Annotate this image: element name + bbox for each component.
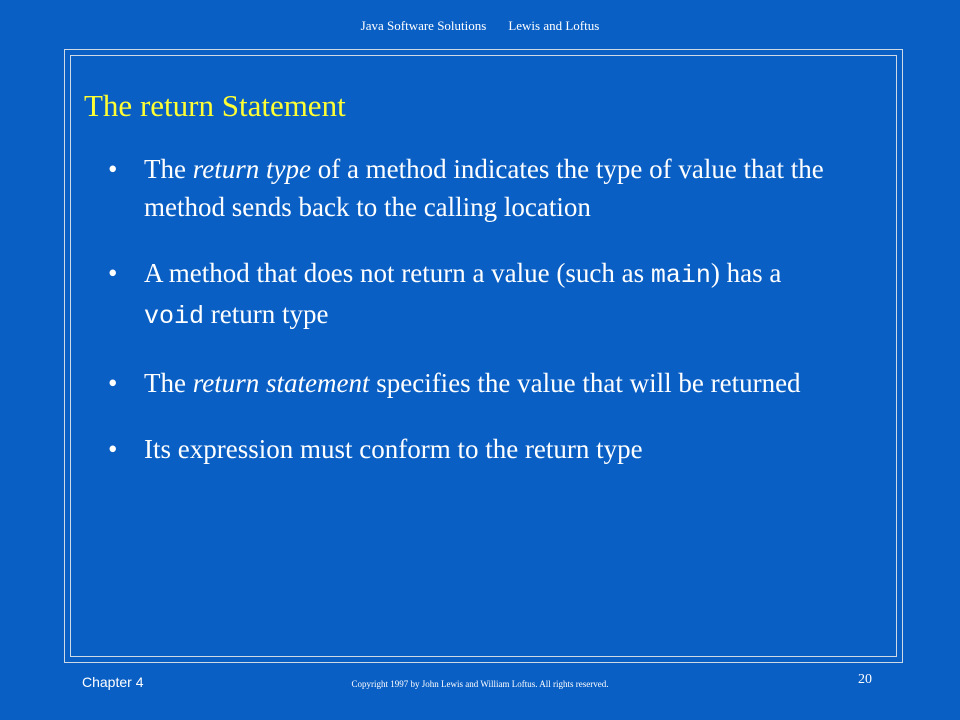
book-title: Java Software Solutions [360,18,487,33]
bullet-text: The return statement specifies the value that will be returned [144,368,801,398]
bullet-text: The return type of a method indicates the type of value that the method sends back to the calling location [144,154,824,222]
slide-header [0,18,960,34]
copyright-notice: Copyright 1997 by John Lewis and William Loftus. All rights reserved. [351,679,609,689]
bullet-item-return-statement [108,364,848,402]
bullet-list [108,150,848,468]
bullet-text: Its expression must conform to the return type [144,434,643,464]
bullet-dot: • [108,368,118,398]
book-authors: Lewis and Loftus [508,18,600,33]
bullet-dot: • [108,154,118,184]
bullet-item-void [108,254,848,336]
bullet-dot: • [108,258,118,288]
bullet-text: A method that does not return a value (such as main) has a void return type [144,258,782,331]
code-main: main [650,261,711,290]
code-void: void [144,302,205,331]
chapter-label: Chapter 4 [82,674,144,690]
bullet-item-return-type [108,150,848,226]
bullet-dot: • [108,434,118,464]
slide-title: The return Statement [84,88,346,123]
bullet-item-expression [108,430,848,468]
page-number: 20 [858,672,872,687]
